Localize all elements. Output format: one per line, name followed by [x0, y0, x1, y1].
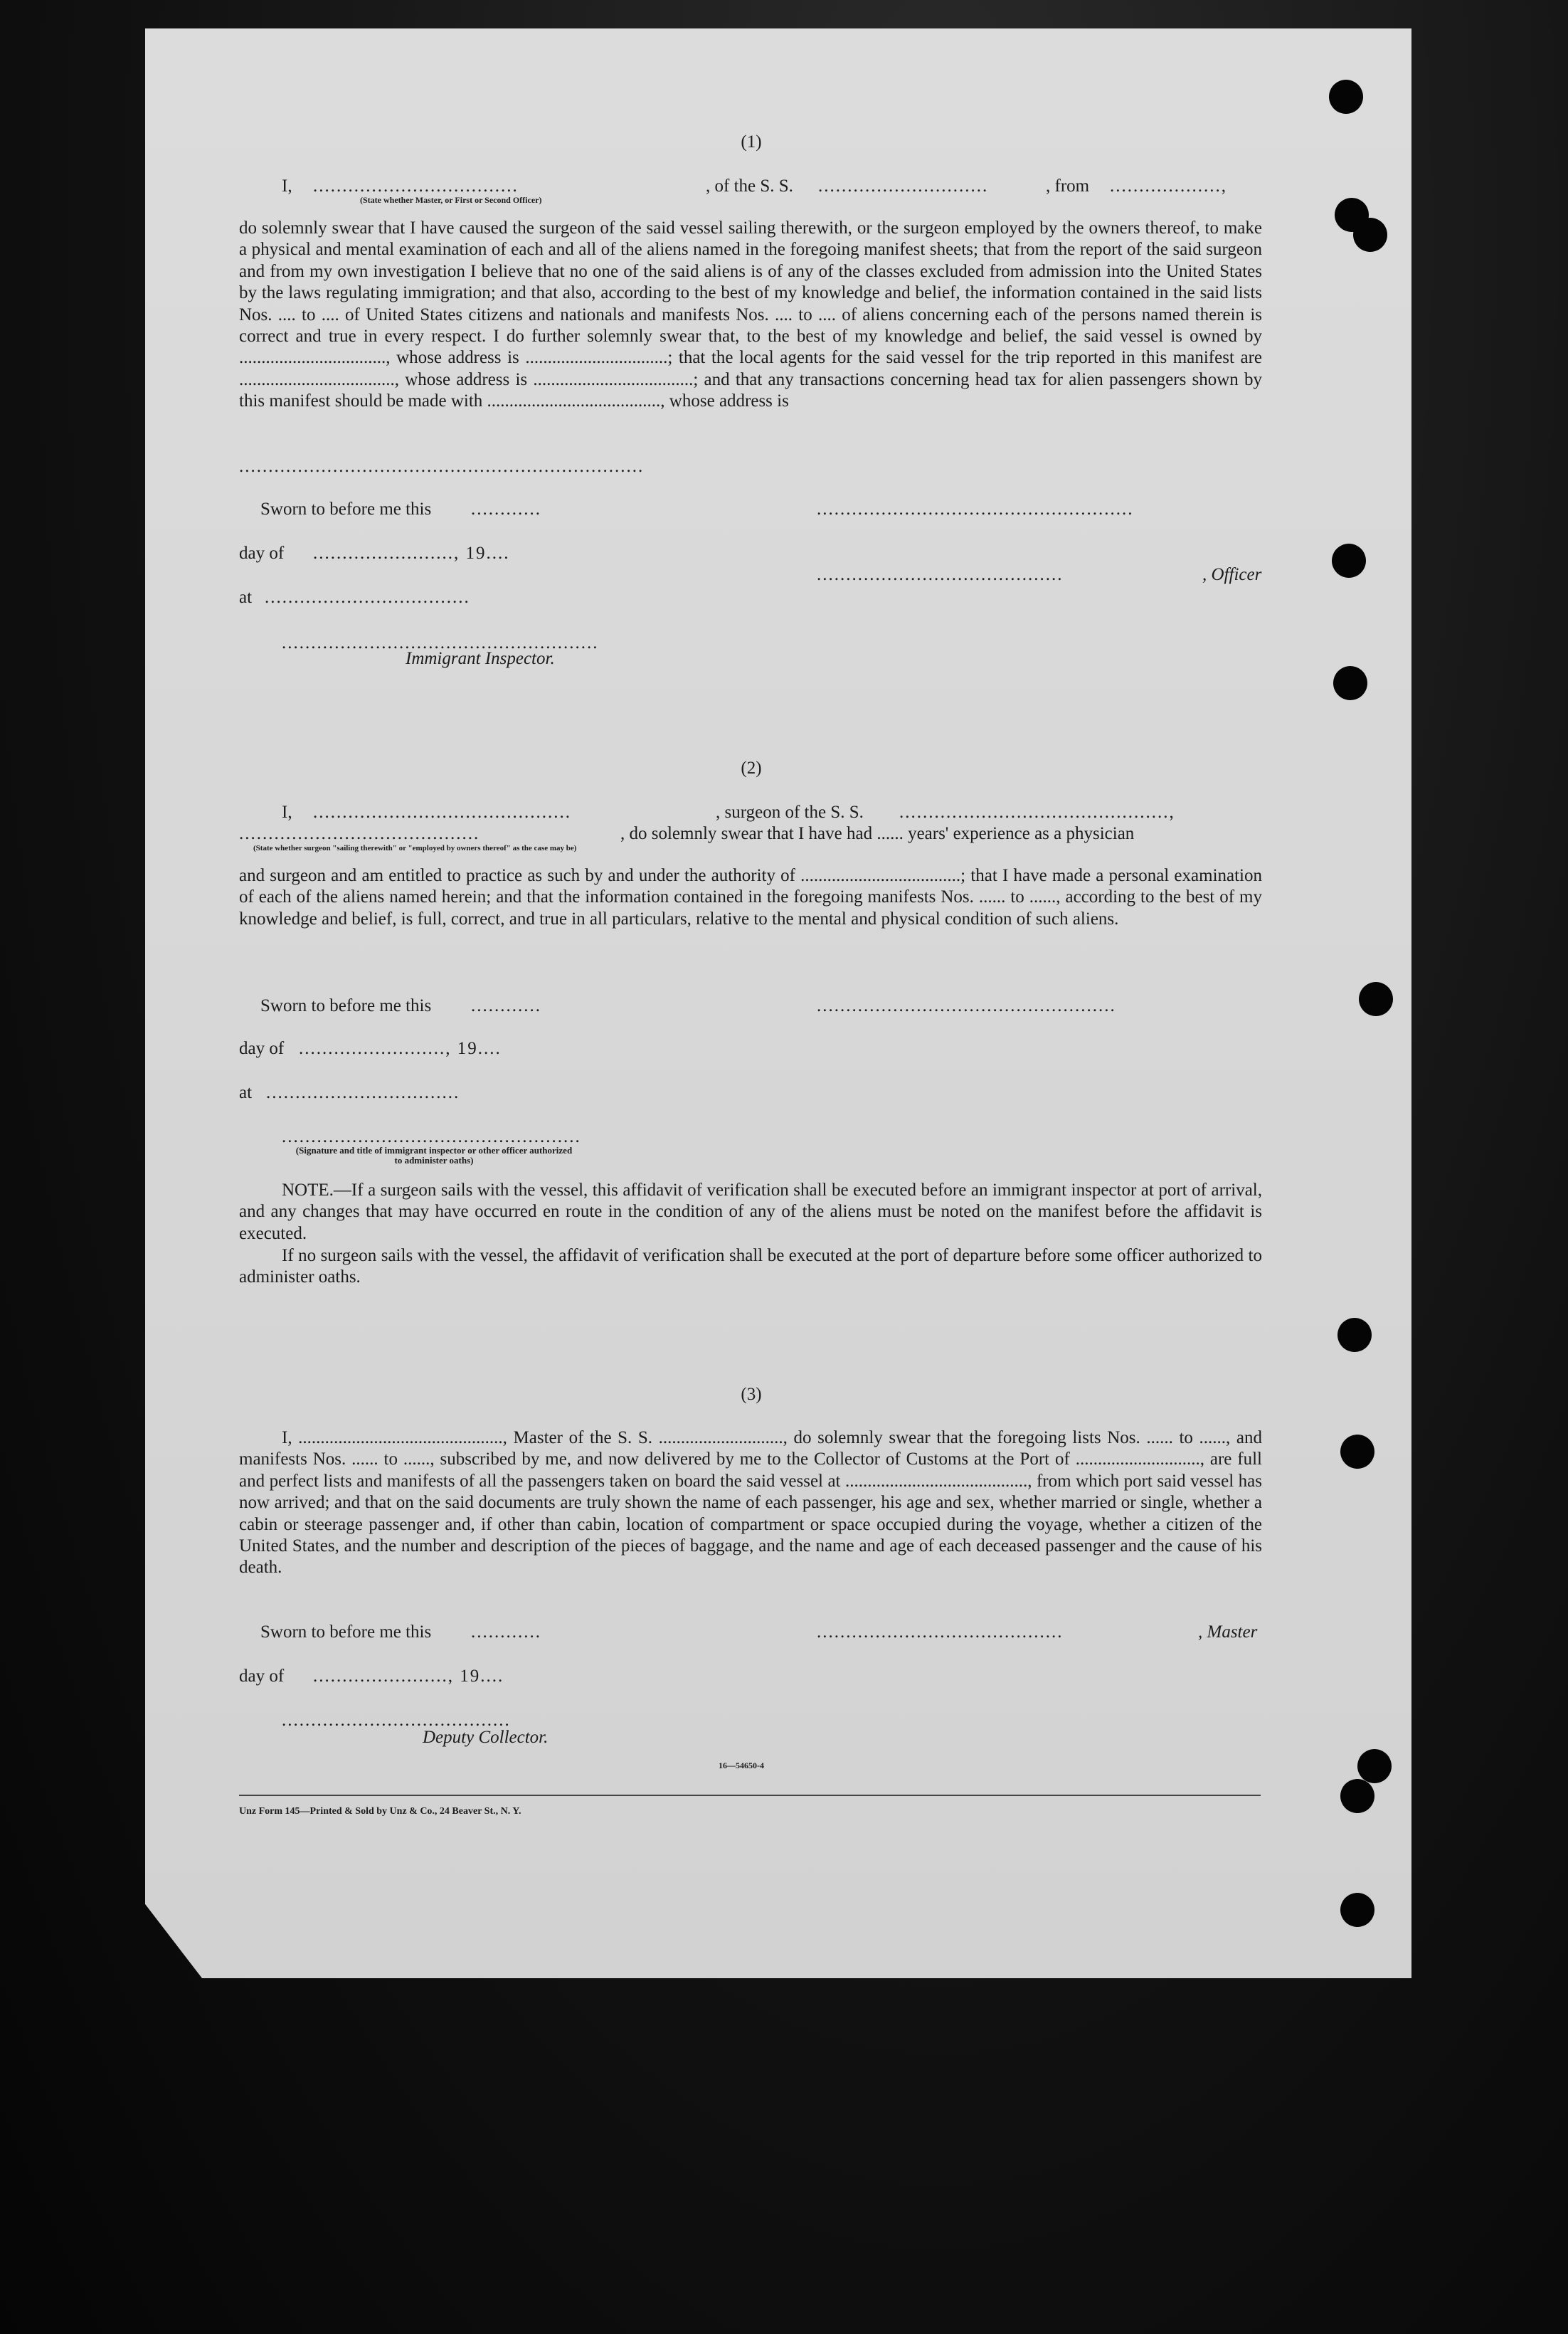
punch-hole [1329, 80, 1363, 114]
footer-rule [239, 1795, 1261, 1796]
s2-body: and surgeon and am entitled to practice as such by and under the authority of ....................................; that I have made a personal examination of each of the aliens named herein; and that the information contained in the foregoing manifests Nos. ...... to ......, according to the best of my knowledge and belief, is full, correct, and true in all particulars, relative to the mental and physical condition of such aliens. [239, 866, 1262, 929]
s1-at: at [239, 588, 253, 607]
s1-officer-label: , Officer [1202, 565, 1262, 584]
s1-inspector-label: Immigrant Inspector. [406, 649, 555, 668]
s2-note: NOTE.—If a surgeon sails with the vessel, this affidavit of verification shall be executed before an immigrant inspector at port of arrival, and any changes that may have occurred en route in the condition of any of the aliens must be noted on the manifest before the affidavit is executed. [239, 1181, 1262, 1243]
s2-at: at [239, 1083, 253, 1102]
s1-body: do solemnly swear that I have caused the surgeon of the said vessel sailing therewith, or the surgeon employed by the owners thereof, to make a physical and mental examination of each and all of the aliens named in the foregoing manifest sheets; that from the report of the said surgeon and from my own investigation I believe that no one of the said aliens is of any of the classes excluded from admission into the United States by the laws regulating immigration; and that also, according to the best of my knowledge and belief, the information contained in the said lists Nos. .... to .... of United States citizens and nationals and manifests Nos. .... to .... of aliens concerning each of the persons named therein is correct and true in every respect. I do further solemnly swear that, to the best of my knowledge and belief, the said vessel is owned by ................................., whose address is ................................; that the local agents for the said vessel for the trip reported in this manifest are ..................................., whose address is ....................................; and that any transactions concerning head tax for alien passengers shown by this manifest should be made with ......................................., whose address is [239, 218, 1262, 411]
s3-body: I, .............................................., Master of the S. S. ............................, do solemnly swear that the foregoing lists Nos. ...... to ......, and manifests Nos. ...... to ......, subscribed by me, and now delivered by me to the Collector of Customs at the Port of ............................, are full and perfect lists and manifests of all the passengers taken on board the said vessel at ........................................., from which port said vessel has now arrived; and that on the said documents are truly shown the name of each passenger, his age and sex, whether married or single, whether a cabin or steerage passenger and, if other than cabin, location of compartment or space occupied during the voyage, whether a citizen of the United States, and the number and description of the pieces of baggage, and the name and age of each deceased passenger and the cause of his death. [239, 1428, 1262, 1578]
s2-sworn-blank[interactable]: ............ [471, 996, 541, 1015]
s1-day: day of [239, 544, 285, 563]
s2-type-blank[interactable]: ......................................... [239, 824, 480, 843]
s2-sworn: Sworn to before me this [260, 996, 432, 1015]
s1-master-blank[interactable]: ................................... [313, 176, 519, 196]
s1-sworn: Sworn to before me this [260, 500, 432, 519]
s1-day-blank[interactable]: ........................, 19.... [313, 544, 510, 563]
s2-surgeon-label: , surgeon of the S. S. [716, 803, 864, 822]
s1-officer-blank[interactable]: .......................................... [817, 565, 1064, 584]
s2-i: I, [282, 803, 292, 822]
s2-day: day of [239, 1039, 285, 1058]
s2-signature-blank[interactable]: ................................................... [817, 996, 1116, 1015]
s3-master-blank[interactable]: .......................................... [817, 1622, 1064, 1642]
s3-sworn-blank[interactable]: ............ [471, 1622, 541, 1642]
s1-signature-blank[interactable]: ...................................................... [817, 500, 1134, 519]
punch-hole [1337, 1318, 1372, 1352]
s2-at-blank[interactable]: ................................. [266, 1083, 460, 1102]
punch-hole [1359, 982, 1393, 1016]
s2-caption: (State whether surgeon "sailing therewith" or "employed by owners thereof" as the case may be) [253, 844, 577, 852]
punch-hole [1340, 1893, 1374, 1927]
s1-body-end: ..................................................................... [239, 457, 645, 476]
s3-sworn: Sworn to before me this [260, 1622, 432, 1642]
s1-sworn-blank[interactable]: ............ [471, 500, 541, 519]
form-code: 16—54650-4 [719, 1760, 764, 1770]
s2-name-blank[interactable]: ............................................ [313, 803, 571, 822]
s1-i: I, [282, 176, 292, 196]
s1-caption: (State whether Master, or First or Second Officer) [360, 195, 542, 205]
s2-ship-blank[interactable]: .............................................., [899, 803, 1175, 822]
section-1-number: (1) [741, 132, 762, 152]
s3-day-blank[interactable]: ......................., 19.... [313, 1667, 504, 1686]
punch-hole [1353, 218, 1387, 252]
s3-deputy-label: Deputy Collector. [423, 1728, 549, 1747]
s3-deputy-blank[interactable]: ....................................... [282, 1711, 511, 1730]
section-2-number: (2) [741, 759, 762, 778]
s2-inspector-blank[interactable]: ................................................... [282, 1127, 581, 1146]
s1-ship-blank[interactable]: ............................. [818, 176, 989, 196]
s2-note-2: If no surgeon sails with the vessel, the affidavit of verification shall be executed at the port of departure before some officer authorized to administer oaths. [239, 1246, 1262, 1287]
section-3-number: (3) [741, 1385, 762, 1404]
punch-hole [1340, 1779, 1374, 1813]
s2-experience: , do solemnly swear that I have had ...... years' experience as a physician [620, 824, 1135, 843]
s3-master-label: , Master [1198, 1622, 1258, 1642]
s1-at-blank[interactable]: ................................... [265, 588, 470, 607]
s1-from-label: , from [1046, 176, 1090, 196]
punch-hole [1357, 1749, 1392, 1783]
punch-hole [1332, 544, 1366, 578]
s1-inspector-blank[interactable]: ...................................................... [282, 633, 599, 653]
s2-day-blank[interactable]: ........................., 19.... [299, 1039, 502, 1058]
punch-hole [1340, 1435, 1374, 1469]
printer-credit: Unz Form 145—Printed & Sold by Unz & Co., 24 Beaver St., N. Y. [239, 1806, 521, 1817]
s2-sig-caption: (Signature and title of immigrant inspector or other officer authorized to administer oaths) [295, 1145, 573, 1166]
s3-day: day of [239, 1667, 285, 1686]
s1-ship-label: , of the S. S. [706, 176, 793, 196]
s1-from-blank[interactable]: ..................., [1110, 176, 1227, 196]
punch-hole [1333, 666, 1367, 700]
